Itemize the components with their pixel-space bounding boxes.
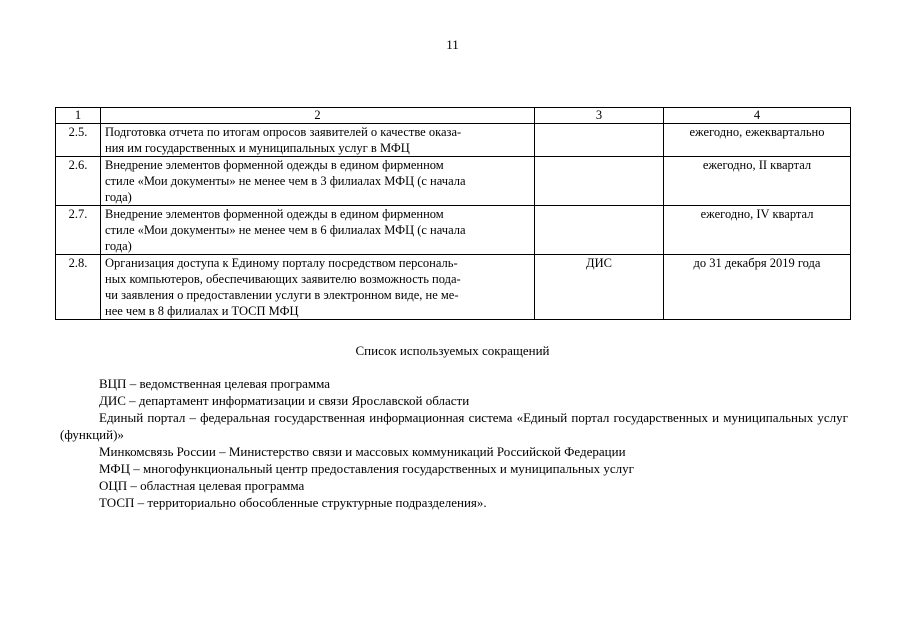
row-executor [535,157,664,206]
abbreviation-item: ВЦП – ведомственная целевая программа [99,376,331,391]
table-row [56,157,851,206]
row-number: 2.8. [56,255,101,320]
column-header-4: 4 [664,108,851,124]
abbreviation-item: ОЦП – областная целевая программа [99,478,305,493]
row-executor [535,124,664,157]
row-description [101,206,535,255]
row-executor: ДИС [535,255,664,320]
description-line: Подготовка отчета по итогам опросов заявителей о качестве оказа- [105,125,462,139]
description-line: Внедрение элементов форменной одежды в едином фирменном [105,207,444,221]
column-header-1: 1 [56,108,101,124]
row-description [101,157,535,206]
description-line: Организация доступа к Единому порталу посредством персональ- [105,256,458,270]
abbreviation-item: МФЦ – многофункциональный центр предоставления государственных и муниципальных услуг [99,461,634,476]
row-number: 2.7. [56,206,101,255]
page-number: 11 [446,37,459,52]
description-line: нее чем в 8 филиалах и ТОСП МФЦ [105,304,299,318]
description-line: ния им государственных и муниципальных услуг в МФЦ [105,141,410,155]
plan-table [55,107,851,320]
column-header-2: 2 [101,108,535,124]
table-row [56,255,851,320]
row-term: ежегодно, IV квартал [664,206,851,255]
row-term: ежегодно, ежеквартально [664,124,851,157]
row-number: 2.5. [56,124,101,157]
table-row [56,124,851,157]
abbreviation-item: ТОСП – территориально обособленные структурные подразделения». [99,495,487,510]
description-line: ных компьютеров, обеспечивающих заявителю возможность пода- [105,272,461,286]
row-number: 2.6. [56,157,101,206]
abbreviation-item: Минкомсвязь России – Министерство связи и массовых коммуникаций Российской Федерации [99,444,626,459]
table-header-row [56,108,851,124]
abbreviations-title: Список используемых сокращений [355,343,550,358]
column-header-3: 3 [535,108,664,124]
abbreviations-list [60,375,848,511]
description-line: стиле «Мои документы» не менее чем в 3 филиалах МФЦ (с начала [105,174,466,188]
description-line: года) [105,239,132,253]
row-executor [535,206,664,255]
abbreviation-item: ДИС – департамент информатизации и связи Ярославской области [99,393,470,408]
description-line: года) [105,190,132,204]
row-term: ежегодно, II квартал [664,157,851,206]
table-row [56,206,851,255]
abbreviation-item: Единый портал – федеральная государственная информационная система «Единый портал государственных и муниципальных услуг (функций)» [60,410,848,442]
row-term: до 31 декабря 2019 года [664,255,851,320]
description-line: стиле «Мои документы» не менее чем в 6 филиалах МФЦ (с начала [105,223,466,237]
description-line: чи заявления о предоставлении услуги в электронном виде, не ме- [105,288,459,302]
description-line: Внедрение элементов форменной одежды в едином фирменном [105,158,444,172]
row-description [101,124,535,157]
row-description [101,255,535,320]
